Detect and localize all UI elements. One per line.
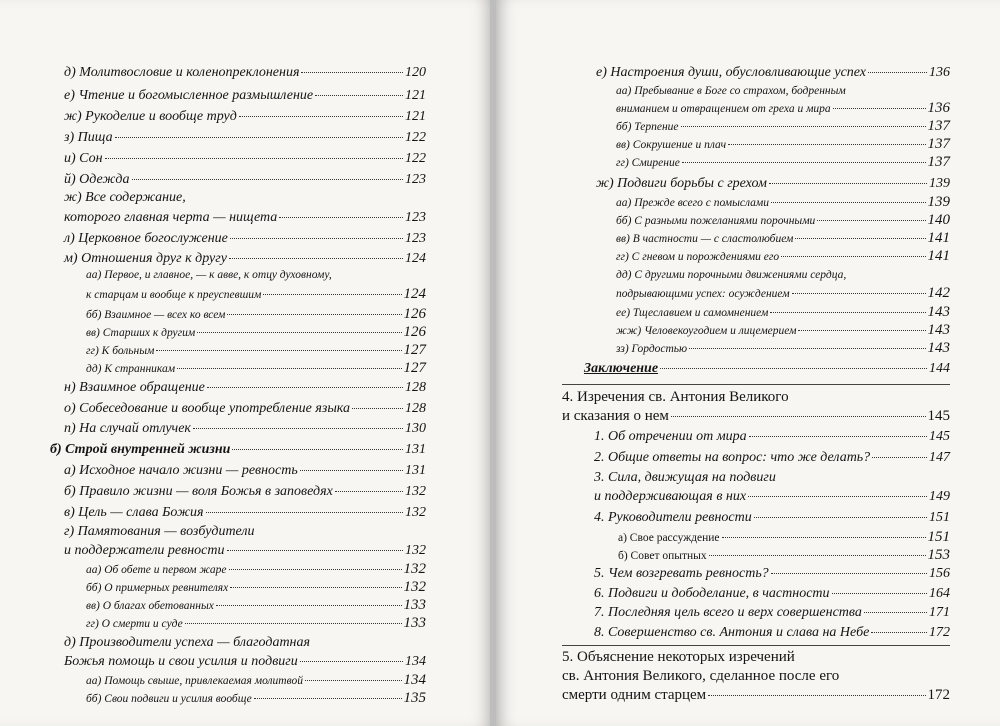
toc-entry-title: жж) Человекоугодием и лицемерием <box>616 325 797 337</box>
toc-entry[interactable] <box>64 87 426 105</box>
toc-leader-dots <box>279 217 403 218</box>
toc-leader-dots <box>771 573 927 574</box>
toc-page-number: 136 <box>929 65 950 80</box>
toc-entry-title: аа) Об обете и первом жаре <box>86 564 227 576</box>
toc-leader-dots <box>254 698 402 699</box>
toc-chapter-entry[interactable] <box>562 407 950 425</box>
toc-page-number: 143 <box>927 304 950 320</box>
toc-entry-title: б) Строй внутренней жизни <box>50 442 231 457</box>
toc-page-number: 143 <box>927 340 950 356</box>
toc-entry-title: д) Молитвословие и коленопреклонения <box>64 65 300 80</box>
toc-page-number: 133 <box>403 597 426 613</box>
toc-page-number: 127 <box>403 360 426 376</box>
toc-page-number: 128 <box>405 401 426 416</box>
toc-leader-dots <box>216 605 402 606</box>
toc-page-number: 132 <box>403 561 426 577</box>
toc-entry[interactable] <box>64 209 426 227</box>
toc-page-number: 126 <box>403 306 426 322</box>
toc-entry-title: 8. Совершенство св. Антония и слава на Небе <box>594 625 870 640</box>
toc-page-number: 121 <box>405 109 426 124</box>
toc-leader-dots <box>709 555 926 556</box>
toc-entry[interactable] <box>64 462 426 480</box>
toc-entry-title: зз) Гордостью <box>616 343 688 355</box>
toc-entry-title: е) Настроения души, обусловливающие успех <box>596 65 867 80</box>
toc-entry-title: в) Цель — слава Божия <box>64 505 204 520</box>
toc-entry-title: й) Одежда <box>64 172 130 187</box>
toc-conclusion-entry[interactable] <box>584 360 950 378</box>
toc-leader-dots <box>682 162 926 163</box>
toc-page-number: 126 <box>403 324 426 340</box>
toc-leader-dots <box>301 72 403 73</box>
toc-entry-title: гг) О смерти и суде <box>86 618 183 630</box>
toc-page-number: 144 <box>929 361 950 376</box>
toc-page-number: 147 <box>929 450 950 465</box>
toc-page-number: 142 <box>927 285 950 301</box>
toc-entry[interactable] <box>594 449 950 467</box>
toc-leader-dots <box>722 537 926 538</box>
toc-entry-title: 7. Последняя цель всего и верх совершенства <box>594 605 862 620</box>
toc-page-number: 153 <box>927 547 950 563</box>
toc-entry[interactable] <box>616 231 950 247</box>
toc-entry-title: з) Пища <box>64 130 113 145</box>
toc-entry-title: п) На случай отлучек <box>64 421 191 436</box>
toc-entry-title: аа) Прежде всего с помыслами <box>616 197 769 209</box>
toc-leader-dots <box>352 408 403 409</box>
toc-leader-dots <box>749 436 927 437</box>
toc-entry-title: и сказания о нем <box>562 408 669 424</box>
toc-leader-dots <box>239 116 403 117</box>
toc-entry-title: вв) Сокрушение и плач <box>616 139 727 151</box>
toc-page-number: 122 <box>405 151 426 166</box>
toc-entry-title: вниманием и отвращением от греха и мира <box>616 103 831 115</box>
toc-entry-title: гг) С гневом и порождениями его <box>616 251 780 263</box>
toc-entry-title: которого главная черта — нищета <box>64 210 278 225</box>
toc-entry[interactable] <box>594 509 950 527</box>
toc-entry-title: смерти одним старцем <box>562 687 707 703</box>
toc-entry-title: бб) Взаимное — всех ко всем <box>86 309 226 321</box>
toc-leader-dots <box>871 632 927 633</box>
toc-page-number: 137 <box>927 118 950 134</box>
toc-entry-title: Заключение <box>584 361 659 376</box>
toc-page-number: 145 <box>929 429 950 444</box>
toc-entry-title: б) Правило жизни — воля Божья в заповедях <box>64 484 333 499</box>
toc-leader-dots <box>792 293 926 294</box>
toc-entry-title: св. Антония Великого, сделанное после его <box>562 668 840 684</box>
toc-leader-dots <box>207 387 403 388</box>
toc-page-number: 131 <box>405 463 426 478</box>
section-divider <box>562 384 950 385</box>
toc-entry[interactable] <box>616 305 950 321</box>
toc-entry[interactable] <box>64 230 426 248</box>
toc-entry[interactable] <box>64 400 426 418</box>
toc-entry[interactable] <box>64 653 426 671</box>
toc-entry-title: 5. Объяснение некоторых изречений <box>562 649 795 665</box>
toc-entry-title: г) Памятования — возбудители <box>64 524 255 539</box>
toc-leader-dots <box>868 72 927 73</box>
toc-entry-title: вв) О благах обетованных <box>86 600 214 612</box>
toc-entry[interactable] <box>86 598 426 614</box>
toc-leader-dots <box>305 680 402 681</box>
toc-entry-title: дд) К странникам <box>86 363 176 375</box>
toc-leader-dots <box>156 350 401 351</box>
toc-leader-dots <box>769 183 927 184</box>
toc-entry-title: и поддержатели ревности <box>64 543 225 558</box>
toc-leader-dots <box>832 593 927 594</box>
toc-entry[interactable] <box>616 101 950 117</box>
toc-entry-title: гг) К больным <box>86 345 155 357</box>
toc-page-number: 143 <box>927 322 950 338</box>
toc-entry-title: вв) Старших к другим <box>86 327 196 339</box>
toc-leader-dots <box>229 569 402 570</box>
toc-page-number: 123 <box>405 172 426 187</box>
toc-entry-title: н) Взаимное обращение <box>64 380 205 395</box>
toc-entry-title: 3. Сила, движущая на подвиги <box>594 470 776 485</box>
toc-entry[interactable] <box>64 504 426 522</box>
toc-page-number: 122 <box>405 130 426 145</box>
toc-entry[interactable] <box>596 175 950 193</box>
toc-entry-title: е) Чтение и богомысленное размышление <box>64 88 314 103</box>
toc-entry[interactable] <box>64 64 426 82</box>
toc-entry[interactable] <box>64 542 426 560</box>
toc-entry-title: 4. Изречения св. Антония Великого <box>562 389 789 405</box>
toc-page-number: 141 <box>927 248 950 264</box>
toc-entry-title: 6. Подвиги и дободелание, в частности <box>594 586 830 601</box>
toc-page-number: 133 <box>403 615 426 631</box>
toc-entry-title: 4. Руководители ревности <box>594 510 752 525</box>
toc-leader-dots <box>193 428 403 429</box>
toc-entry[interactable] <box>86 580 426 596</box>
toc-entry[interactable] <box>86 673 426 689</box>
toc-entry-title: б) Совет опытных <box>618 550 707 562</box>
toc-page-number: 135 <box>403 690 426 706</box>
toc-leader-dots <box>300 470 403 471</box>
toc-page-number: 130 <box>405 421 426 436</box>
toc-leader-dots <box>771 202 926 203</box>
toc-entry[interactable] <box>64 250 426 268</box>
toc-entry-title: ее) Тщеславием и самомнением <box>616 307 769 319</box>
toc-leader-dots <box>748 496 927 497</box>
toc-entry[interactable] <box>64 108 426 126</box>
toc-leader-dots <box>864 612 927 613</box>
toc-leader-dots <box>229 258 403 259</box>
toc-page-number: 123 <box>405 210 426 225</box>
toc-entry[interactable] <box>594 428 950 446</box>
toc-leader-dots <box>232 449 403 450</box>
toc-leader-dots <box>230 238 403 239</box>
toc-entry-title: гг) Смирение <box>616 157 680 169</box>
toc-page-number: 151 <box>927 529 950 545</box>
toc-page-number: 132 <box>405 543 426 558</box>
toc-entry-title: 5. Чем возгревать ревность? <box>594 566 769 581</box>
toc-entry[interactable] <box>86 361 426 377</box>
toc-section-entry[interactable] <box>50 441 426 459</box>
toc-entry[interactable] <box>616 341 950 357</box>
toc-leader-dots <box>185 623 402 624</box>
right-page <box>496 0 1000 726</box>
toc-leader-dots <box>315 95 403 96</box>
toc-page-number: 124 <box>405 251 426 266</box>
toc-entry[interactable] <box>64 420 426 438</box>
toc-leader-dots <box>132 179 404 180</box>
toc-entry[interactable] <box>594 565 950 583</box>
toc-entry[interactable] <box>616 213 950 229</box>
toc-leader-dots <box>872 457 927 458</box>
toc-leader-dots <box>115 137 403 138</box>
toc-entry[interactable] <box>86 691 426 707</box>
toc-entry[interactable] <box>596 64 950 82</box>
toc-page-number: 145 <box>927 408 950 424</box>
toc-page-number: 128 <box>405 380 426 395</box>
toc-page-number: 151 <box>929 510 950 525</box>
toc-entry-title: и поддерживающая в них <box>594 489 747 504</box>
toc-entry[interactable] <box>594 488 950 506</box>
toc-entry-title: вв) В частности — с сластолюбием <box>616 233 794 245</box>
toc-entry[interactable] <box>86 325 426 341</box>
toc-page-number: 156 <box>929 566 950 581</box>
toc-entry-title: 1. Об отречении от мира <box>594 429 747 444</box>
toc-entry[interactable] <box>594 624 950 642</box>
toc-entry-title: бб) Терпение <box>616 121 679 133</box>
toc-entry-title: бб) О примерных ревнителях <box>86 582 229 594</box>
toc-leader-dots <box>230 587 401 588</box>
toc-entry[interactable] <box>64 379 426 397</box>
toc-leader-dots <box>335 491 403 492</box>
toc-leader-dots <box>708 695 925 696</box>
toc-leader-dots <box>197 332 401 333</box>
toc-entry-title: к старцам и вообще к преуспевшим <box>86 289 262 301</box>
toc-leader-dots <box>770 312 925 313</box>
toc-entry[interactable] <box>64 129 426 147</box>
toc-page-number: 149 <box>929 489 950 504</box>
toc-page-number: 137 <box>927 136 950 152</box>
toc-entry-title: и) Сон <box>64 151 103 166</box>
toc-entry-title: аа) Пребывание в Боге со страхом, бодренным <box>616 85 846 97</box>
toc-leader-dots <box>781 256 925 257</box>
toc-page-number: 132 <box>405 484 426 499</box>
toc-page-number: 141 <box>927 230 950 246</box>
toc-entry-title: л) Церковное богослужение <box>64 231 228 246</box>
toc-entry-title: дд) С другими порочными движениями сердца, <box>616 269 847 281</box>
toc-page-number: 137 <box>927 154 950 170</box>
toc-leader-dots <box>798 330 925 331</box>
toc-page-number: 140 <box>927 212 950 228</box>
toc-entry[interactable] <box>616 249 950 265</box>
toc-leader-dots <box>689 348 925 349</box>
toc-page-number: 121 <box>405 88 426 103</box>
toc-entry[interactable] <box>64 483 426 501</box>
toc-entry[interactable] <box>618 548 950 564</box>
toc-entry-title: 2. Общие ответы на вопрос: что же делать? <box>594 450 871 465</box>
toc-entry-title: ж) Подвиги борьбы с грехом <box>596 176 767 191</box>
toc-leader-dots <box>206 512 403 513</box>
toc-entry[interactable] <box>616 323 950 339</box>
toc-page-number: 164 <box>929 586 950 601</box>
toc-page-number: 120 <box>405 65 426 80</box>
toc-leader-dots <box>227 550 404 551</box>
toc-leader-dots <box>817 220 925 221</box>
toc-entry-title: подрывающими успех: осуждением <box>616 288 790 300</box>
toc-page-number: 134 <box>403 672 426 688</box>
toc-leader-dots <box>227 314 401 315</box>
toc-entry-title: бб) Свои подвиги и усилия вообще <box>86 693 252 705</box>
toc-entry-title: Божья помощь и свои усилия и подвиги <box>64 654 298 669</box>
toc-entry[interactable] <box>618 530 950 546</box>
toc-entry[interactable] <box>616 119 950 135</box>
left-page <box>0 0 492 726</box>
toc-page-number: 124 <box>403 286 426 302</box>
toc-page-number: 123 <box>405 231 426 246</box>
toc-page-number: 171 <box>929 605 950 620</box>
toc-entry-title: бб) С разными пожеланиями порочными <box>616 215 816 227</box>
toc-entry-title: ж) Рукоделие и вообще труд <box>64 109 237 124</box>
toc-entry-title: аа) Первое, и главное, — к авве, к отцу духовному, <box>86 269 332 281</box>
toc-leader-dots <box>300 661 403 662</box>
toc-leader-dots <box>728 144 925 145</box>
toc-entry-title: а) Исходное начало жизни — ревность <box>64 463 298 478</box>
toc-entry[interactable] <box>616 286 950 302</box>
toc-leader-dots <box>660 368 927 369</box>
toc-entry[interactable] <box>86 287 426 303</box>
toc-entry-title: ж) Все содержание, <box>64 190 186 205</box>
toc-page-number: 131 <box>405 442 426 457</box>
toc-entry[interactable] <box>594 585 950 603</box>
section-divider <box>562 645 950 646</box>
toc-entry[interactable] <box>86 616 426 632</box>
toc-page-number: 134 <box>405 654 426 669</box>
toc-page-number: 132 <box>403 579 426 595</box>
toc-page-number: 172 <box>929 625 950 640</box>
toc-page-number: 139 <box>927 194 950 210</box>
toc-chapter-entry[interactable] <box>562 686 950 704</box>
toc-leader-dots <box>671 416 926 417</box>
toc-entry[interactable] <box>616 155 950 171</box>
toc-entry-title: аа) Помощь свыше, привлекаемая молитвой <box>86 675 303 687</box>
toc-entry[interactable] <box>616 195 950 211</box>
toc-leader-dots <box>105 158 403 159</box>
toc-entry[interactable] <box>64 150 426 168</box>
toc-leader-dots <box>263 294 401 295</box>
toc-entry[interactable] <box>594 604 950 622</box>
toc-entry-title: а) Свое рассуждение <box>618 532 720 544</box>
toc-leader-dots <box>754 517 927 518</box>
toc-page-number: 132 <box>405 505 426 520</box>
toc-page-number: 139 <box>929 176 950 191</box>
toc-entry-title: д) Производители успеха — благодатная <box>64 635 311 650</box>
toc-page-number: 127 <box>403 342 426 358</box>
toc-entry[interactable] <box>86 307 426 323</box>
toc-entry[interactable] <box>86 562 426 578</box>
toc-page-number: 136 <box>927 100 950 116</box>
toc-leader-dots <box>833 108 926 109</box>
toc-entry-title: м) Отношения друг к другу <box>64 251 227 266</box>
toc-leader-dots <box>177 368 401 369</box>
toc-page-number: 172 <box>927 687 950 703</box>
toc-leader-dots <box>795 238 925 239</box>
toc-leader-dots <box>681 126 926 127</box>
toc-entry[interactable] <box>64 171 426 189</box>
toc-entry-title: о) Собеседование и вообще употребление языка <box>64 401 351 416</box>
toc-entry[interactable] <box>86 343 426 359</box>
toc-entry[interactable] <box>616 137 950 153</box>
